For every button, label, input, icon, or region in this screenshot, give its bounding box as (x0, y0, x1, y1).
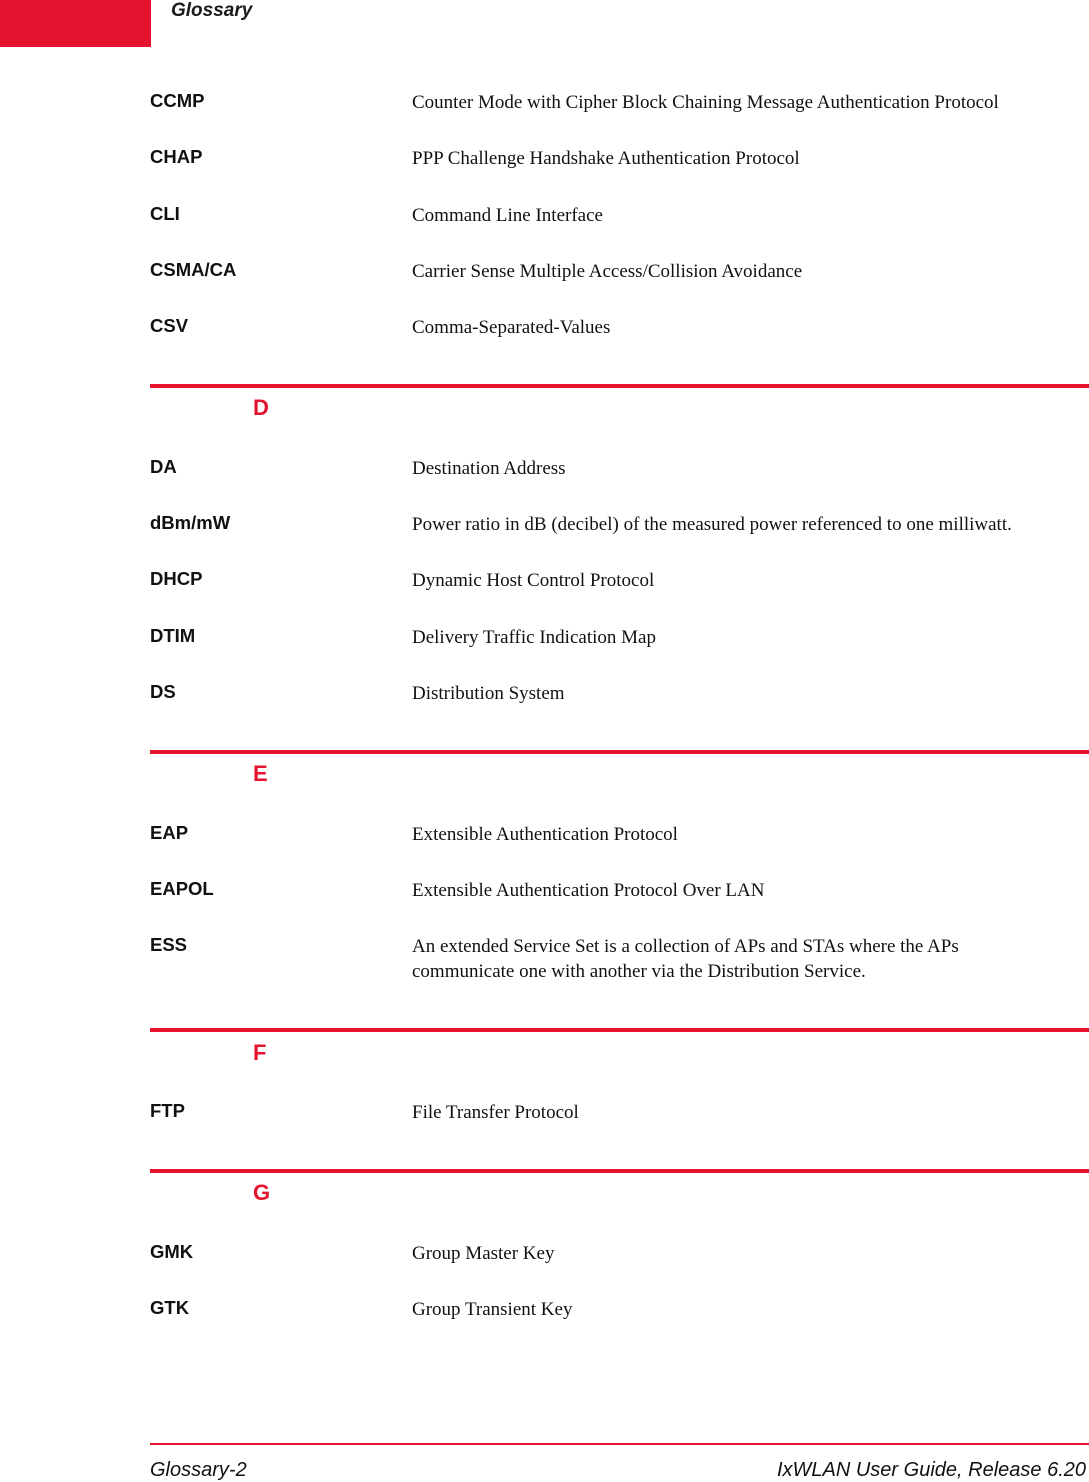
section-letter-f: F (253, 1040, 267, 1065)
glossary-definition: Command Line Interface (412, 205, 603, 226)
section-letter-g: G (253, 1180, 271, 1205)
glossary-term: EAP (150, 822, 189, 843)
glossary-definition: Extensible Authentication Protocol (412, 824, 678, 845)
glossary-definition: Power ratio in dB (decibel) of the measured power referenced to one milliwatt. (412, 514, 1012, 535)
glossary-definition: Dynamic Host Control Protocol (412, 570, 655, 591)
glossary-term: DA (150, 456, 177, 477)
glossary-definition: Group Master Key (412, 1243, 555, 1264)
glossary-term: DS (150, 681, 176, 702)
section-letter-e: E (253, 761, 268, 786)
header-red-tab (0, 0, 151, 47)
section-divider-g (150, 1169, 1089, 1173)
glossary-term: EAPOL (150, 878, 214, 899)
glossary-definition: Carrier Sense Multiple Access/Collision Avoidance (412, 261, 803, 282)
glossary-definition: Comma-Separated-Values (412, 317, 611, 338)
glossary-definition: An extended Service Set is a collection of APs and STAs where the APs communicate one with another via the Distribution Service. (412, 936, 959, 982)
glossary-term: CHAP (150, 146, 203, 167)
glossary-term: dBm/mW (150, 512, 231, 533)
glossary-definition: Delivery Traffic Indication Map (412, 627, 656, 648)
glossary-term: GTK (150, 1297, 190, 1318)
glossary-term: GMK (150, 1241, 194, 1262)
page-header-title: Glossary (171, 0, 253, 21)
glossary-term: DTIM (150, 625, 196, 646)
glossary-term: DHCP (150, 568, 203, 589)
footer-divider (150, 1443, 1089, 1445)
glossary-term: CCMP (150, 90, 205, 111)
glossary-definition: File Transfer Protocol (412, 1102, 579, 1123)
glossary-term: CSV (150, 315, 189, 336)
section-letter-d: D (253, 395, 269, 420)
glossary-definition: Group Transient Key (412, 1299, 573, 1320)
glossary-definition: Extensible Authentication Protocol Over LAN (412, 880, 765, 901)
glossary-term: FTP (150, 1100, 185, 1121)
glossary-term: CSMA/CA (150, 259, 237, 280)
section-divider-d (150, 384, 1089, 388)
glossary-definition: Counter Mode with Cipher Block Chaining Message Authentication Protocol (412, 92, 999, 113)
section-divider-e (150, 750, 1089, 754)
glossary-definition: Distribution System (412, 683, 565, 704)
glossary-term: CLI (150, 203, 180, 224)
glossary-term: ESS (150, 934, 188, 955)
glossary-definition: PPP Challenge Handshake Authentication Protocol (412, 148, 800, 169)
glossary-definition: Destination Address (412, 458, 566, 479)
footer-doc-title: IxWLAN User Guide, Release 6.20 (776, 1459, 1086, 1481)
section-divider-f (150, 1028, 1089, 1032)
footer-page-label: Glossary-2 (150, 1459, 247, 1481)
